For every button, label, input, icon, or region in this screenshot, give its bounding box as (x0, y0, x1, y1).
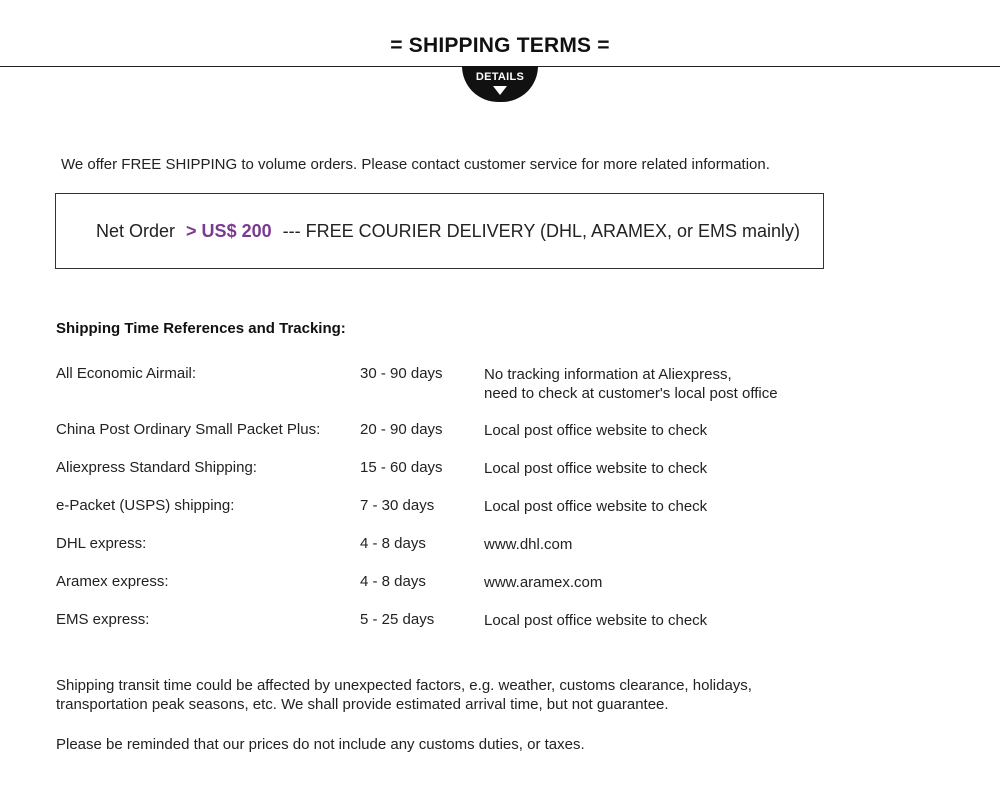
customs-note: Please be reminded that our prices do not include any customs duties, or taxes. (56, 736, 585, 753)
offer-suffix: --- FREE COURIER DELIVERY (DHL, ARAMEX, or EMS mainly) (282, 221, 801, 241)
transit-note-line1: Shipping transit time could be affected by unexpected factors, e.g. weather, customs clearance, holidays, (56, 677, 752, 694)
details-label: DETAILS (475, 71, 525, 83)
shipping-tracking: Local post office website to check (484, 498, 708, 515)
shipping-method: China Post Ordinary Small Packet Plus: (56, 421, 321, 438)
shipping-tracking-line1: No tracking information at Aliexpress, (484, 366, 732, 383)
shipping-time: 15 - 60 days (360, 459, 443, 476)
dhl-link[interactable]: www.dhl.com (484, 536, 573, 553)
shipping-method: All Economic Airmail: (56, 365, 197, 382)
offer-line (96, 221, 800, 242)
shipping-tracking (484, 365, 778, 403)
shipping-method: Aliexpress Standard Shipping: (56, 459, 257, 476)
free-shipping-box (55, 193, 824, 269)
shipping-tracking-line2: need to check at customer's local post office (484, 385, 778, 402)
shipping-method: DHL express: (56, 535, 147, 552)
offer-prefix: Net Order (96, 221, 176, 241)
shipping-time: 5 - 25 days (360, 611, 435, 628)
arrow-down-icon (493, 86, 507, 95)
details-badge[interactable] (462, 66, 538, 102)
shipping-time: 7 - 30 days (360, 497, 435, 514)
shipping-method: Aramex express: (56, 573, 169, 590)
transit-note-line2: transportation peak seasons, etc. We shall provide estimated arrival time, but not guarantee. (56, 696, 669, 713)
shipping-tracking: Local post office website to check (484, 612, 708, 629)
offer-amount: > US$ 200 (186, 221, 272, 241)
aramex-link[interactable]: www.aramex.com (484, 574, 603, 591)
shipping-tracking: Local post office website to check (484, 422, 708, 439)
intro-text: We offer FREE SHIPPING to volume orders. Please contact customer service for more related information. (61, 156, 770, 173)
page-title: = SHIPPING TERMS = (390, 34, 610, 57)
transit-note (56, 676, 752, 714)
shipping-time: 20 - 90 days (360, 421, 443, 438)
shipping-time: 30 - 90 days (360, 365, 443, 382)
shipping-section-title: Shipping Time References and Tracking: (56, 320, 346, 337)
shipping-method: e-Packet (USPS) shipping: (56, 497, 235, 514)
shipping-method: EMS express: (56, 611, 150, 628)
shipping-time: 4 - 8 days (360, 535, 426, 552)
shipping-tracking: Local post office website to check (484, 460, 708, 477)
shipping-time: 4 - 8 days (360, 573, 426, 590)
